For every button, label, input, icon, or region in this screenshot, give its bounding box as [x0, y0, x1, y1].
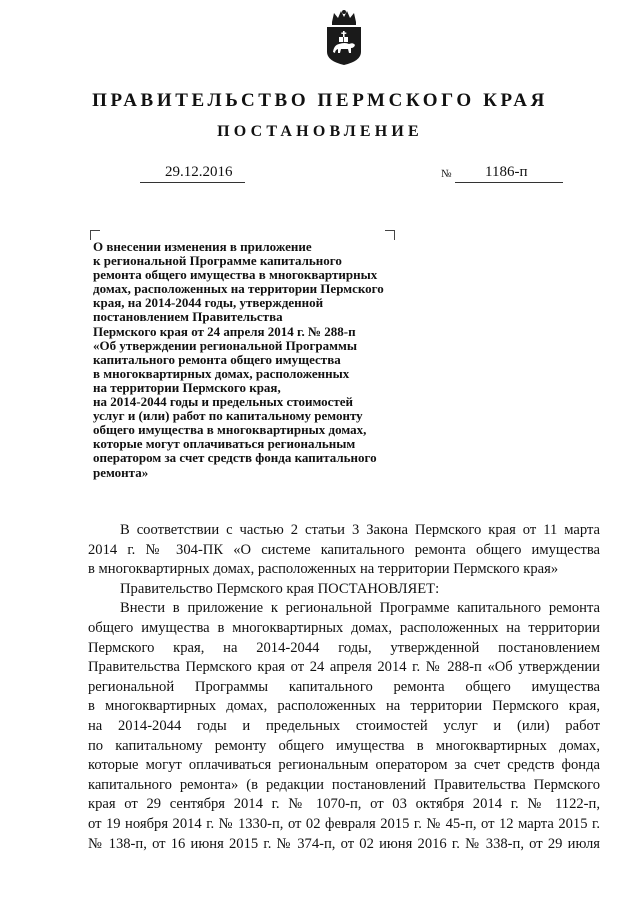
body-line: капитального ремонта» (в редакции постановлений Правительства Пермского [88, 776, 600, 793]
body-line: общего имущества в многоквартирных домах, расположенных на территории [88, 619, 600, 636]
body-line: от 19 ноября 2014 г. № 1330-п, от 02 февраля 2015 г. № 45-п, от 12 марта 2015 г. [88, 815, 600, 832]
date-underline [140, 182, 245, 183]
government-title: ПРАВИТЕЛЬСТВО ПЕРМСКОГО КРАЯ [92, 90, 548, 111]
subject-line: оператором за счет средств фонда капитального [93, 450, 377, 466]
subject-line: ремонта» [93, 464, 149, 480]
body-line: которые могут оплачиваться региональным оператором за счет средств фонда [88, 757, 600, 774]
body-line: Правительства Пермского края от 24 апреля 2014 г. № 288-п «Об утверждении [88, 659, 600, 676]
body-line: № 138-п, от 16 июня 2015 г. № 374-п, от 02 июня 2016 г. № 338-п, от 29 июля [88, 835, 600, 852]
number-sign: № [441, 168, 452, 180]
body-line: В соответствии с частью 2 статьи 3 Закона Пермского края от 11 марта [120, 522, 600, 538]
subject-line: на территории Пермского края, [93, 379, 281, 395]
resolution-paragraph [88, 580, 600, 600]
body-line: в многоквартирных домах, расположенных на территории Пермского края» [88, 561, 559, 578]
subject-line: ремонта общего имущества в многоквартирных [93, 267, 378, 283]
subject-corner-right [385, 230, 395, 240]
coat-of-arms-icon [324, 8, 364, 66]
body-line: на 2014-2044 годы и предельных стоимостей услуг и (или) работ [88, 717, 600, 734]
body-line: Внести в приложение к региональной Программе капитального ремонта [120, 600, 600, 617]
subject-line: общего имущества в многоквартирных домах, [93, 422, 367, 438]
subject-line: которые могут оплачиваться региональным [93, 436, 356, 452]
document-body [88, 521, 600, 854]
subject-line: в многоквартирных домах, расположенных [93, 365, 350, 381]
subject-line: услуг и (или) работ по капитальному ремонту [93, 408, 363, 424]
body-line: 2014 г. № 304-ПК «О системе капитального ремонта общего имущества [88, 541, 600, 558]
document-subject [93, 240, 453, 480]
body-line: Правительство Пермского края ПОСТАНОВЛЯЕТ: [120, 580, 440, 597]
subject-line: домах, расположенных на территории Пермского [93, 281, 384, 297]
body-line: края от 29 сентября 2014 г. № 1070-п, от 03 октября 2014 г. № 1122-п, [88, 796, 600, 813]
subject-line: к региональной Программе капитального [93, 253, 342, 269]
subject-line: края, на 2014-2044 годы, утвержденной [93, 295, 324, 311]
body-line: по капитальному ремонту общего имущества в многоквартирных домах, [88, 737, 600, 754]
subject-line: постановлением Правительства [93, 309, 283, 325]
subject-line: О внесении изменения в приложение [93, 239, 312, 254]
document-type: ПОСТАНОВЛЕНИЕ [217, 123, 423, 140]
body-line: региональной Программы капитального ремонта общего имущества [88, 678, 600, 695]
subject-line: на 2014-2044 годы и предельных стоимостей [93, 394, 354, 410]
number-underline [455, 182, 563, 183]
subject-line: «Об утверждении региональной Программы [93, 337, 357, 353]
amendment-paragraph [88, 599, 600, 854]
preamble-paragraph [88, 521, 600, 580]
document-date: 29.12.2016 [165, 164, 233, 180]
subject-line: Пермского края от 24 апреля 2014 г. № 288-п [93, 323, 356, 339]
body-line: Пермского края, на 2014-2044 годы, утвержденной постановлением [88, 639, 600, 656]
subject-line: капитального ремонта общего имущества [93, 351, 341, 367]
document-number: 1186-п [485, 164, 528, 180]
body-line: в многоквартирных домах, расположенных на территории Пермского края, [88, 698, 600, 715]
